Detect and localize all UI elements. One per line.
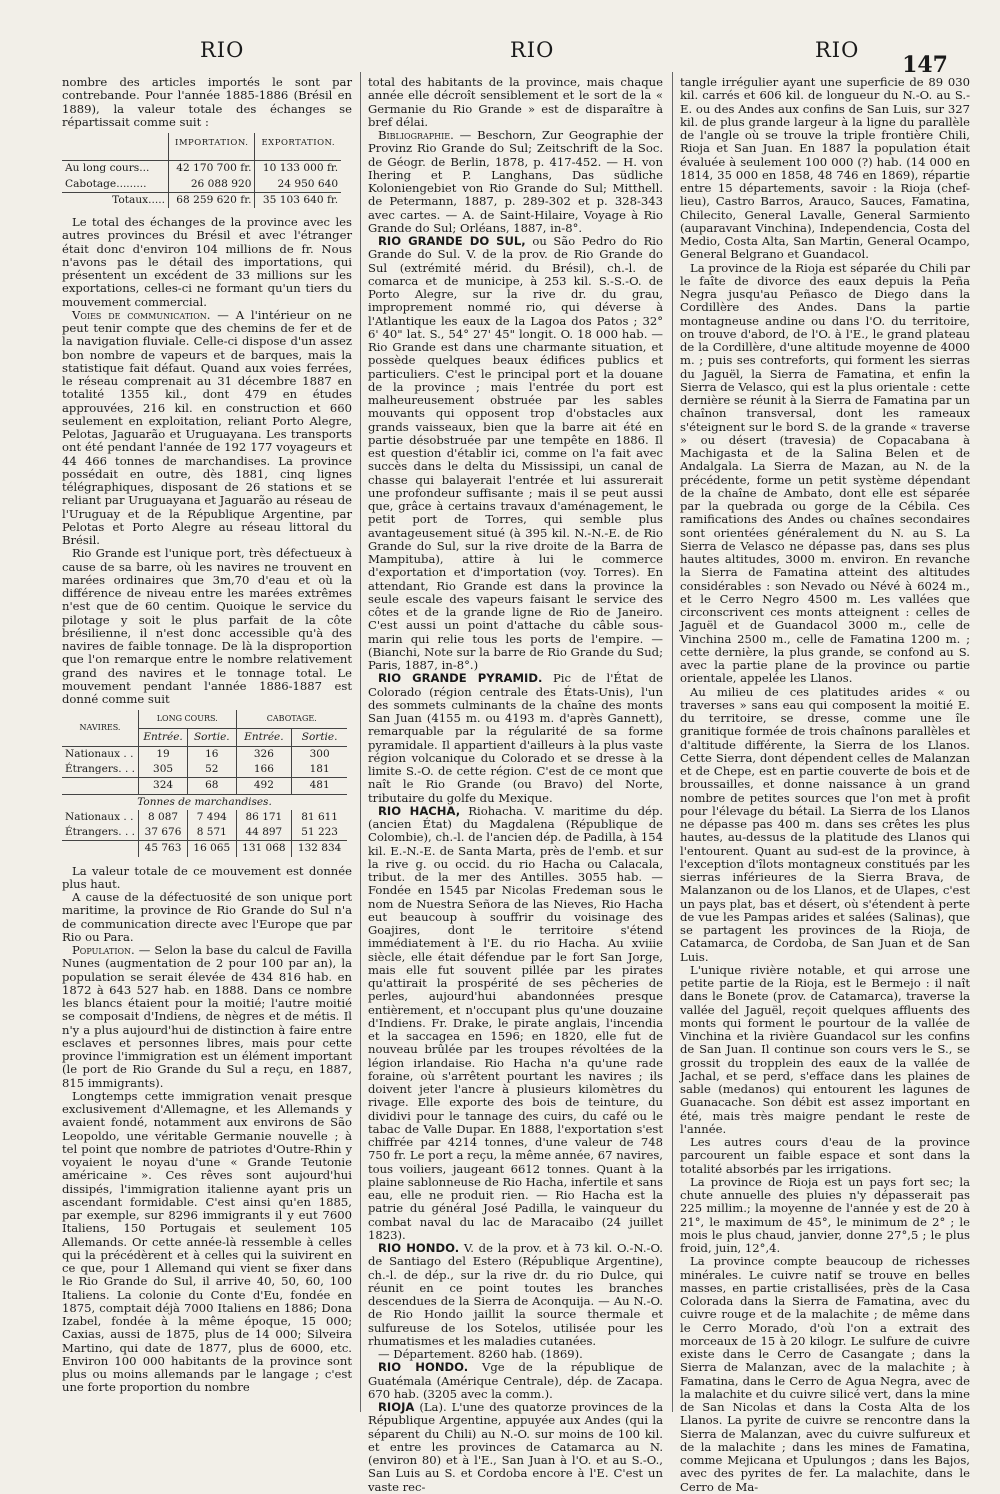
paragraph-text: — Selon la base du calcul de Favilla Nunes (augmentation de 2 pour 100 par an), la population se serait élevée de 434 816 hab. en 1872 à 643 527 hab. en 1888. Dans ce nombre les blancs étaient pour la moitié; l'autre moitié se composait d'Indiens, de nègres et de métis. Il n'y a plus aujourd'hui de distinction à faire entre esclaves et personnes libres, mais pour cette province l'immigration est un élément important (le port de Rio Grande du Sul a reçu, en 1887, 815 immigrants).	[62, 943, 352, 1090]
table-cell: 305	[138, 762, 187, 778]
ships-table	[62, 710, 347, 856]
table-row	[62, 177, 341, 193]
entry-text: Vge de la république de Guatémala (Amérique Centrale), dép. de Zacapa. 670 hab. (3205 avec la comm.).	[368, 1360, 663, 1401]
table-sum-row	[62, 841, 347, 857]
column-2	[368, 75, 663, 1494]
paragraph: Longtemps cette immigration venait presque exclusivement d'Allemagne, et les Allemands y avaient fondé, notamment aux environs de São Leopoldo, une véritable Germanie nouvelle ; à tel point que nombre de patriotes d'Outre-Rhin y voyaient le noyau d'une « Grande Teutonie américaine ». Ces rêves sont aujourd'hui dissipés, l'immigration italienne ayant pris un ascendant formidable. C'est ainsi qu'en 1885, par exemple, sur 8296 immigrants il y eut 7600 Italiens, 150 Portugais et seulement 105 Allemands. Or cette année-là ressemble à celles qui la précédèrent et à celles qui la suivirent en ce que, pour 1 Allemand qui vient se fixer dans le Rio Grande do Sul, il arrive 40, 50, 60, 100 Italiens. La colonie du Conte d'Eu, fondée en 1875, comptait déjà 7000 Italiens en 1886; Dona Izabel, fondée à la même époque, 15 000; Caxias, aussi de 1875, plus de 14 000; Silveira Martino, qui date de 1877, plus de 6000, etc. Environ 100 000 habitants de la province sont plus ou moins allemands par le langage ; c'est une forte proportion du nombre	[62, 1088, 352, 1395]
table-cell: 81 611	[292, 810, 347, 825]
paragraph: tangle irrégulier ayant une superficie de 89 030 kil. carrés et 606 kil. de longueur du N.-O. au S.-E. ou des Andes aux confins de San Luis, sur 327 kil. de plus grande largeur à la ligne du parallèle de l'angle où se trouve la triple frontière Chili, Rioja et San Juan. En 1887 la population était évaluée à seulement 100 000 (?) hab. (14 000 en 1814, 35 000 en 1858, 48 746 en 1869), répartie entre 15 départements, savoir : la Rioja (chef-lieu), Castro Barros, Arauco, Sauces, Famatina, Chilecito, General Lavalle, General Sarmiento (auparavant Vinchina), Independencia, Costa del Medio, Costa Alta, San Martin, General Ocampo, General Belgrano et Guandacol.	[680, 75, 970, 262]
table-caption: Tonnes de marchandises.	[62, 794, 347, 810]
paragraph	[62, 309, 352, 548]
table-cell: Totaux.....	[62, 192, 169, 208]
table-cell: 26 088 920	[169, 177, 255, 193]
paragraph: La province de la Rioja est séparée du Chili par le faîte de divorce des eaux depuis la Peña Negra jusqu'au Peñasco de Diego dans la Cordillère des Andes. Dans la partie montagneuse andine ou dans l'O. du territoire, on trouve d'abord, de l'O. à l'E., le grand plateau de la Cordillère, d'une altitude moyenne de 4000 m. ; puis ses contreforts, qui forment les sierras du Jaguël, la Sierra de Famatina, et enfin la Sierra de Velasco, qui est la plus orientale : cette dernière se réunit à la Sierra de Famatina par un chaînon transversal, dont les rameaux s'éteignent sur le bord S. de la grande « traverse » ou désert (travesia) de Copacabana à Machigasta et de la Salina Belen et de Andalgala. La Sierra de Mazan, au N. de la précédente, forme un petit système dépendant de la chaîne de Ambato, dont elle est séparée par la quebrada ou gorge de la Cébila. Ces ramifications des Andes ou chaînes secondaires sont orientées généralement du N. au S. La Sierra de Velasco ne dépasse pas, dans ses plus hautes altitudes, 3000 m. environ. En revanche la Sierra de Famatina atteint des altitudes considérables : son Nevado ou Névé à 6024 m., et le Cerro Negro 4500 m. Les vallées que circonscrivent ces monts atteignent : celles de Jaguël et de Guandacol 3000 m., celle de Vinchina 2500 m., celle de Famatina 1200 m. ; cette dernière, la plus grande, se confond au S. avec la partie plane de la province ou partie orientale, appelée les Llanos.	[680, 260, 970, 686]
entry	[368, 672, 663, 805]
entry-text: V. de la prov. et à 73 kil. O.-N.-O. de Santiago del Estero (République Argentine), ch.-l. de dép., sur la rive dr. du rio Dulce, qui réunit en ce point toutes les branches descendues de la Sierra de Aconquija. — Au N.-O. de Rio Hondo jaillit la source thermale et sulfureuse de los Sotelos, utilisée pour les rhumatismes et les maladies cutanées.	[368, 1241, 663, 1348]
table-header: NAVIRES.	[62, 710, 138, 746]
table-row	[62, 810, 347, 825]
table-cell: 181	[292, 762, 347, 778]
table-cell: 45 763	[138, 841, 187, 857]
table-total-row	[62, 192, 341, 208]
table-cell: 166	[236, 762, 292, 778]
entry-headword: RIO HONDO.	[378, 1241, 460, 1255]
table-header: CABOTAGE.	[236, 710, 347, 728]
paragraph: — Département. 8260 hab. (1869).	[378, 1347, 583, 1361]
entry	[368, 805, 663, 1242]
table-cell	[62, 778, 138, 794]
table-cell: 68	[188, 778, 236, 794]
entry-headword: RIO GRANDE DO SUL,	[378, 234, 526, 248]
table-cell: 16	[188, 746, 236, 762]
table-cell: 19	[138, 746, 187, 762]
table-subheader: Sortie.	[292, 728, 347, 746]
table-cell: 131 068	[236, 841, 292, 857]
table-cell	[62, 841, 138, 857]
entry-text: Riohacha. V. maritime du dép. (ancien État) du Magdalena (République de Colombie), ch.-l. de l'ancien dép. de Padilla, à 154 kil. E.-N.-E. de Santa Marta, près de l'emb. et sur la rive g. ou occid. du rio Hacha ou Calacala, tribut. de la mer des Antilles. 3055 hab. — Fondée en 1545 par Nicolas Fredeman sous le nom de Nuestra Señora de las Nieves, Rio Hacha eut beaucoup à souffrir du voisinage des Goajires, dont le territoire s'étend immédiatement à l'E. du rio Hacha. Au xviiie siècle, elle était défendue par le fort San Jorge, mais elle fut souvent pillée par les pirates qu'attirait la prospérité de ses pêcheries de perles, aujourd'hui abandonnées presque entièrement, et n'occupant plus qu'une douzaine d'Indiens. Fr. Drake, le pirate anglais, l'incendia et la saccagea en 1596; en 1820, elle fut de nouveau brûlée par les troupes révoltées de la légion irlandaise. Rio Hacha n'a qu'une rade foraine, où s'arrêtent pourtant les navires ; ils doivent jeter l'ancre à plusieurs kilomètres du rivage. Elle exporte des bois de teinture, du dividivi pour le tannage des cuirs, du café ou le tabac de Valle Dupar. En 1888, l'exportation s'est chiffrée par 4214 tonnes, d'une valeur de 748 750 fr. Le port a reçu, la même année, 67 navires, tous voiliers, jaugeant 6612 tonnes. Quant à la plaine sablonneuse de Rio Hacha, infertile et sans eau, elle ne produit rien. — Rio Hacha est la patrie du général José Padilla, le vainqueur du combat naval du lac de Maracaibo (24 juillet 1823).	[368, 803, 663, 1242]
entry-text: (La). L'une des quatorze provinces de la République Argentine, appuyée aux Andes (qui la séparent du Chili) au N.-O. sur moins de 100 kil. et entre les provinces de Catamarca au N. (environ 80) et à l'E., San Juan à l'O. et au S.-O., San Luis au S. et Cordoba encore à l'E. C'est un vaste rec-	[368, 1400, 663, 1494]
entry-text: Pic de l'État de Colorado (région centrale des États-Unis), l'un des sommets culminants de la chaîne des monts San Juan (4155 m. ou 4193 m. d'après Gannett), remarquable par la régularité de sa forme pyramidale. Il appartient d'ailleurs à la plus vaste région volcanique du Colorado et se dresse à la limite S.-O. de cette région. C'est de ce mont que naît le Rio Grande (ou Bravo) del Norte, tributaire du golfe du Mexique.	[368, 671, 663, 805]
running-head-center: RIO	[510, 38, 555, 62]
table-row	[62, 825, 347, 841]
paragraph: Le total des échanges de la province avec les autres provinces du Brésil et avec l'étranger était donc d'environ 104 millions de fr. Nous n'avons pas le détail des importations, qui présentent un excédent de 33 millions sur les exportations, celles-ci ne formant qu'un tiers du mouvement commercial.	[62, 215, 352, 309]
table-cell: 8 571	[188, 825, 236, 841]
table-cell: 492	[236, 778, 292, 794]
column-rule	[672, 72, 673, 1412]
paragraph: Rio Grande est l'unique port, très défectueux à cause de sa barre, où les navires ne trouvent en marées ordinaires que 3m,70 d'eau et où la différence de niveau entre les marées extrêmes n'est que de 60 centim. Quoique le service du pilotage y soit le plus parfait de la côte brésilienne, il n'est donc accessible qu'à des navires de faible tonnage. De là la disproportion que l'on remarque entre le nombre relativement grand des navires et le tonnage total. Le mouvement pendant l'année 1886-1887 est donné comme suit	[62, 546, 352, 706]
table-cell: Étrangers. . .	[65, 763, 135, 775]
entry	[368, 1242, 663, 1348]
running-head-left: RIO	[200, 38, 245, 62]
paragraph: nombre des articles importés le sont par contrebande. Pour l'année 1885-1886 (Brésil en 1889), la valeur totale des échanges se répartissait comme suit :	[62, 75, 352, 129]
section-label: Bibliographie.	[378, 128, 454, 142]
table-subheader: Sortie.	[188, 728, 236, 746]
paragraph: A cause de la défectuosité de son unique port maritime, la province de Rio Grande do Sul n'a de communication directe avec l'Europe que par Rio ou Para.	[62, 890, 352, 944]
section-label: Voies de communication.	[72, 307, 211, 322]
table-cell: Étrangers. . .	[65, 826, 135, 838]
running-head-right: RIO	[815, 38, 860, 62]
table-cell: 16 065	[188, 841, 236, 857]
entry	[368, 235, 663, 672]
paragraph-text: — A l'intérieur on ne peut tenir compte que des chemins de fer et de la navigation fluviale. Celle-ci dispose d'un assez bon nombre de vapeurs et de barques, mais la statistique fait défaut. Quand aux voies ferrées, le réseau comprenait au 31 décembre 1887 en totalité 1355 kil., dont 479 en études approuvées, 216 kil. en construction et 660 seulement en exploitation, reliant Porto Alegre, Pelotas, Jaguarão et Uruguayana. Les transports ont été pendant l'année de 192 177 voyageurs et 44 466 tonnes de marchandises. La province possédait en outre, dès 1881, cinq lignes télégraphiques, disposant de 26 stations et se reliant par Uruguayana et Jaguarão au réseau de l'Uruguay et de la République Argentine, par Pelotas et Porto Alegre au réseau littoral du Brésil.	[62, 307, 352, 547]
entry	[368, 1361, 663, 1401]
table-cell: Nationaux . .	[65, 810, 134, 823]
table-cell: 8 087	[138, 810, 187, 825]
table-cell: 68 259 620 fr.	[169, 192, 255, 208]
table-cell: 7 494	[188, 810, 236, 825]
paragraph: Au milieu de ces platitudes arides « ou traverses » sans eau qui composent la moitié E. du territoire, se dresse, comme une île granitique formée de trois chaînons parallèles et d'altitude différente, la Sierra de los Llanos. Cette Sierra, dont dépendent celles de Malanzan et de Chepe, est en partie couverte de bois et de broussailles, et donne naissance à un grand nombre de petites sources que l'on met à profit pour l'élevage du bétail. La Sierra de los Llanos ne dépasse pas 400 m. dans ses crêtes les plus hautes, au-dessus de la platitude des Llanos qui l'entourent. Quant au sud-est de la province, à l'exception d'îlots montagneux constitués par les sierras inférieures de la Sierra Brava, de Malanzanon ou de los Llanos, et de Ulapes, c'est un pays plat, bas et désert, où s'étendent à perte de vue les Pampas arides et salées (Salinas), que se partagent les provinces de la Rioja, de Catamarca, de Cordoba, de San Juan et de San Luis.	[680, 684, 970, 964]
table-header: EXPORTATION.	[255, 133, 341, 161]
table-cell: 51 223	[292, 825, 347, 841]
page-number: 147	[902, 52, 948, 78]
table-cell: 35 103 640 fr.	[255, 192, 341, 208]
table-row	[62, 161, 341, 177]
entry-headword: RIO GRANDE PYRAMID.	[378, 671, 543, 686]
table-cell: 481	[292, 778, 347, 794]
table-row	[62, 746, 347, 762]
column-1	[62, 76, 352, 1421]
table-cell: 42 170 700 fr.	[169, 161, 255, 177]
trade-table	[62, 133, 341, 208]
paragraph	[62, 944, 352, 1090]
paragraph: La province compte beaucoup de richesses minérales. Le cuivre natif se trouve en belles masses, en partie cristallisées, près de la Casa Colorada dans la Sierra de Famatina, avec du cuivre rouge et de la malachite ; de même dans le Cerro Morado, d'où l'on a extrait des morceaux de 15 à 20 kilogr. Le sulfure de cuivre existe dans le Cerro de Casangate ; dans la Sierra de Malanzan, avec de la malachite ; à Famatina, dans le Cerro de Agua Negra, avec de la malachite et du cuivre silicé vert, dans la mine de San Nicolas et dans la Costa Alta de los Llanos. La pyrite de cuivre se rencontre dans la Sierra de Malanzan, avec du cuivre sulfureux et de la malachite ; dans les mines de Famatina, comme Mejicana et Upulungos ; dans les Bajos, avec des pyrites de fer. La malachite, dans le Cerro de Ma-	[680, 1254, 970, 1494]
paragraph: L'unique rivière notable, et qui arrose une petite partie de la Rioja, est le Bermejo : il naît dans le Bonete (prov. de Catamarca), traverse la vallée del Jaguël, reçoit quelques affluents des monts qui forment le pourtour de la vallée de Vinchina et la rivière Guandacol sur les confins de San Juan. Il continue son cours vers le S., se grossit du tropplein des eaux de la vallée de Jachal, et se perd, s'efface dans les plaines de sable (medanos) qui entourent les lagunes de Guanacache. Son débit est assez important en été, mais très maigre pendant le reste de l'année.	[680, 962, 970, 1136]
table-cell: 132 834	[292, 841, 347, 857]
entry-text: ou São Pedro do Rio Grande do Sul. V. de la prov. de Rio Grande do Sul (extrémité mérid. du Brésil), ch.-l. de comarca et de municipe, à 253 kil. S.-S.-O. de Porto Alegre, sur la rive dr. du grau, improprement nommé rio, qui déverse à l'Atlantique les eaux de la Lagoa dos Patos ; 32° 6' 40" lat. S., 54° 27' 45" longit. O. 18 000 hab. — Rio Grande est dans une charmante situation, et possède quelques beaux édifices publics et particuliers. C'est le principal port et la douane de la province ; mais l'entrée du port est malheureusement obstruée par les sables mouvants qui opposent trop d'obstacles aux grands vaisseaux, bien que la barre ait été en partie désobstruée par une tempête en 1886. Il est question d'établir ici, comme on l'a fait avec succès dans le delta du Mississipi, un canal de chasse qui balayerait l'entrée et lui assurerait une profondeur suffisante ; mais il se peut aussi que, grâce à certains travaux d'aménagement, le petit port de Torres, qui semble plus avantageusement situé (à 395 kil. N.-N.-E. de Rio Grande do Sul, sur la rive droite de la Barra de Mampituba), attire à lui le commerce d'exportation et d'importation (voy. Torres). En attendant, Rio Grande est dans la province la seule escale des vapeurs faisant le service des côtes et de la grande ligne de Rio de Janeiro. C'est aussi un point d'attache du câble sous-marin qui relie tous les ports de l'empire. — (Bianchi, Note sur la barre de Rio Grande du Sud; Paris, 1887, in-8°.)	[368, 234, 663, 672]
table-subheader: Entrée.	[138, 728, 187, 746]
section-label: Population.	[72, 943, 135, 957]
table-cell: Au long cours...	[65, 162, 150, 175]
table-header: LONG COURS.	[138, 710, 236, 728]
paragraph	[368, 129, 663, 235]
table-cell: 10 133 000 fr.	[255, 161, 341, 177]
table-cell: 44 897	[236, 825, 292, 841]
table-cell: 326	[236, 746, 292, 762]
table-cell: 52	[188, 762, 236, 778]
paragraph: La province de Rioja est un pays fort sec; la chute annuelle des pluies n'y dépasserait pas 225 millim.; la moyenne de l'année y est de 20 à 21°, le maximum de 45°, le minimum de 2° ; le mois le plus chaud, janvier, donne 27°,5 ; le plus froid, juin, 12°,4.	[680, 1174, 970, 1255]
table-cell: 300	[292, 746, 347, 762]
table-sum-row	[62, 778, 347, 794]
table-cell: 24 950 640	[255, 177, 341, 193]
table-cell: Cabotage.........	[65, 177, 147, 190]
entry-headword: RIO HACHA,	[378, 803, 461, 818]
column-rule	[360, 72, 361, 1412]
paragraph-text: — Beschorn, Zur Geographie der Provinz Rio Grande do Sul; Zeitschrift de la Soc. de Géogr. de Berlin, 1878, p. 417-452. — H. von Ihering et P. Langhans, Das südliche Koloniengebiet von Rio Grande do Sul; Mitthell. de Petermann, 1887, p. 289-302 et p. 328-343 avec cartes. — A. de Saint-Hilaire, Voyage à Rio Grande do Sul; Orléans, 1887, in-8°.	[368, 128, 663, 235]
table-cell: Nationaux . .	[65, 747, 134, 760]
paragraph: Les autres cours d'eau de la province parcourent un faible espace et sont dans la totalité absorbés par les irrigations.	[680, 1135, 970, 1176]
column-3	[680, 75, 970, 1494]
paragraph: La valeur totale de ce mouvement est donnée plus haut.	[62, 863, 352, 891]
table-cell: 86 171	[236, 810, 292, 825]
table-header: IMPORTATION.	[169, 133, 255, 161]
entry-headword: RIO HONDO.	[378, 1360, 469, 1375]
table-cell: 324	[138, 778, 187, 794]
entry	[368, 1401, 663, 1494]
table-subheader: Entrée.	[236, 728, 292, 746]
table-row	[62, 762, 347, 778]
table-cell: 37 676	[138, 825, 187, 841]
entry-headword: RIOJA	[378, 1400, 415, 1414]
table-header-blank	[62, 133, 169, 161]
paragraph: total des habitants de la province, mais chaque année elle décroît sensiblement et le sort de la « Germanie du Rio Grande » est de disparaître à bref délai.	[368, 75, 663, 129]
